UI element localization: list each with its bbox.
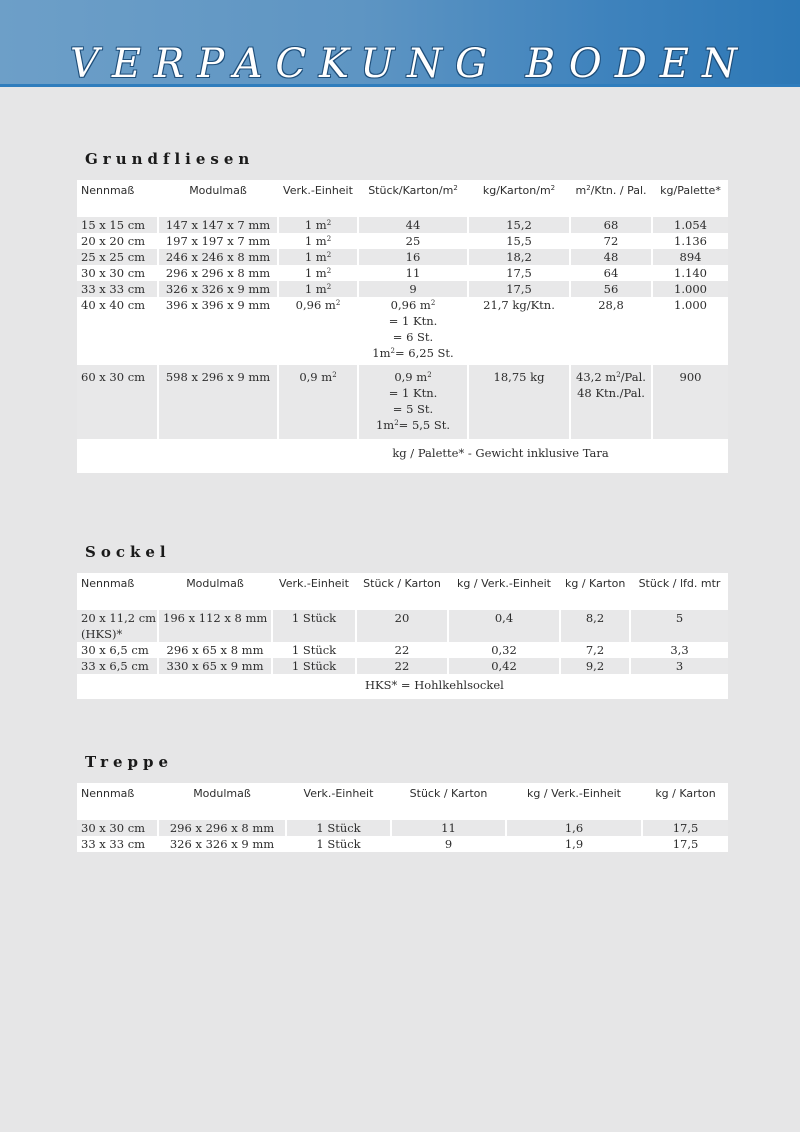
table-cell: 48 [571,249,653,265]
section-heading-treppe: Treppe [85,753,174,771]
table-cell: 147 x 147 x 7 mm [159,217,279,233]
table-row [77,836,728,852]
table-cell: 30 x 30 cm [77,265,159,281]
table-cell: 25 x 25 cm [77,249,159,265]
table-cell: 894 [653,249,728,265]
column-header: Stück/$Karton/m^2$ [359,180,469,217]
table-cell: 18,2 [469,249,571,265]
table-row [77,281,728,297]
table-cell: 17,5 [643,836,728,852]
table-cell: 17,5 [643,820,728,836]
table-cell: 33 x 33 cm [77,281,159,297]
table-cell: 1 $m^2$ [279,217,359,233]
grundfliesen-table [77,180,728,473]
table-cell: 64 [571,265,653,281]
table-cell: 3,3 [631,642,728,658]
column-header: kg / Verk.-Einheit [507,783,643,820]
table-cell: 20 [357,610,449,642]
table-cell: 5 [631,610,728,642]
column-header: Nennmaß [77,180,159,217]
table-cell: 1 Stück [273,642,357,658]
section-heading-sockel: Sockel [85,543,171,561]
column-header: Nennmaß [77,573,159,610]
table-row [77,365,728,439]
table-cell: 900 [653,365,728,439]
table-cell: 1 $m^2$ [279,249,359,265]
section-heading-grundfliesen: Grundfliesen [85,150,255,168]
table-row [77,217,728,233]
table-cell: 1 Stück [287,836,392,852]
cell-line: = 6 St. [392,330,434,344]
footnote: kg / Palette* - Gewicht inklusive Tara [77,439,728,473]
table-row [77,658,728,674]
table-cell: 1 Stück [287,820,392,836]
table-cell: 326 x 326 x 9 mm [159,836,287,852]
table-cell: 1 Stück [273,658,357,674]
column-header: Nennmaß [77,783,159,820]
cell-line: 48 Ktn./Pal. [577,386,645,400]
table-row [77,265,728,281]
cell-line: $1m^2= 6,25$ St. [372,346,454,360]
cell-line: 43,2 $m^2$/Pal. [576,370,646,384]
column-header: Stück / Karton [357,573,449,610]
table-cell [77,610,159,642]
table-cell: 72 [571,233,653,249]
table-cell: 1,9 [507,836,643,852]
table-cell: 11 [392,820,507,836]
cell-line: (HKS)* [81,627,123,641]
table-cell: 330 x 65 x 9 mm [159,658,273,674]
table-cell: 1 $m^2$ [279,281,359,297]
table-cell: 56 [571,281,653,297]
table-cell: 296 x 65 x 8 mm [159,642,273,658]
column-header: Modulmaß [159,573,273,610]
table-cell: 30 x 30 cm [77,820,159,836]
table-cell: 1.054 [653,217,728,233]
table-cell: 197 x 197 x 7 mm [159,233,279,249]
footnote: HKS* = Hohlkehlsockel [357,674,728,699]
table-cell: 1 $m^2$ [279,265,359,281]
column-header: Verk.-Einheit [273,573,357,610]
table-cell: 296 x 296 x 8 mm [159,265,279,281]
cell-line: = 1 Ktn. [388,314,438,328]
table-cell: 9 [359,281,469,297]
column-header: Modulmaß [159,180,279,217]
table-cell: 15 x 15 cm [77,217,159,233]
column-header: Verk.-Einheit [279,180,359,217]
table-cell: 0,32 [449,642,561,658]
table-cell: 60 x 30 cm [77,365,159,439]
table-row [77,297,728,365]
column-header: kg/Palette* [653,180,728,217]
table-cell: 17,5 [469,281,571,297]
table-cell: 9 [392,836,507,852]
table-cell: 8,2 [561,610,631,642]
column-header: Verk.-Einheit [287,783,392,820]
table-cell: 246 x 246 x 8 mm [159,249,279,265]
table-cell: 0,4 [449,610,561,642]
table-footnote-row [77,674,728,699]
column-header: $kg/Karton/m^2$ [469,180,571,217]
column-header: kg / Verk.-Einheit [449,573,561,610]
cell-line: = 5 St. [392,402,434,416]
table-cell: 22 [357,642,449,658]
table-row [77,233,728,249]
column-header: Stück / Karton [392,783,507,820]
table-cell: 396 x 396 x 9 mm [159,297,279,365]
table-cell: 1 Stück [273,610,357,642]
table-cell: 296 x 296 x 8 mm [159,820,287,836]
table-cell: 16 [359,249,469,265]
table-cell: 11 [359,265,469,281]
table-cell: 196 x 112 x 8 mm [159,610,273,642]
table-cell: 18,75 kg [469,365,571,439]
cell-line: = 1 Ktn. [388,386,438,400]
table-cell: 22 [357,658,449,674]
table-row [77,642,728,658]
table-header-row [77,573,728,610]
table-cell: 33 x 6,5 cm [77,658,159,674]
table-cell: 44 [359,217,469,233]
table-cell: 326 x 326 x 9 mm [159,281,279,297]
table-cell: 1.136 [653,233,728,249]
table-header-row [77,783,728,820]
table-cell: 15,5 [469,233,571,249]
table-header-row [77,180,728,217]
table-cell: 7,2 [561,642,631,658]
cell-line: 0,96 $m^2$ [390,298,436,312]
column-header: kg / Karton [561,573,631,610]
table-cell: 28,8 [571,297,653,365]
cell-line: $1m^2= 5,5$ St. [375,418,451,432]
header-banner [0,0,800,87]
table-cell: 40 x 40 cm [77,297,159,365]
table-cell: 598 x 296 x 9 mm [159,365,279,439]
table-cell: 0,42 [449,658,561,674]
table-cell: 1.000 [653,281,728,297]
column-header: Stück / lfd. mtr [631,573,728,610]
table-cell: 1 $m^2$ [279,233,359,249]
table-cell: 20 x 20 cm [77,233,159,249]
table-cell [359,297,469,365]
table-cell: 0,9 $m^2$ [279,365,359,439]
table-row [77,820,728,836]
sockel-table [77,573,728,699]
cell-line: 0,9 $m^2$ [394,370,432,384]
table-footnote-row [77,439,728,473]
table-cell: 30 x 6,5 cm [77,642,159,658]
table-cell: 33 x 33 cm [77,836,159,852]
table-cell: 0,96 $m^2$ [279,297,359,365]
table-cell: 21,7 kg/Ktn. [469,297,571,365]
column-header: $m^2$/Ktn. / Pal. [571,180,653,217]
table-row [77,249,728,265]
column-header: Modulmaß [159,783,287,820]
table-cell: 68 [571,217,653,233]
table-cell: 15,2 [469,217,571,233]
column-header: kg / Karton [643,783,728,820]
table-cell: 1.000 [653,297,728,365]
table-row [77,610,728,642]
page-title: VERPACKUNG BODEN [70,41,750,87]
table-cell: 17,5 [469,265,571,281]
table-cell: 25 [359,233,469,249]
table-cell: 1.140 [653,265,728,281]
table-cell [571,365,653,439]
table-cell: 9,2 [561,658,631,674]
table-cell [359,365,469,439]
table-cell: 1,6 [507,820,643,836]
table-cell: 3 [631,658,728,674]
treppe-table [77,783,728,852]
cell-line: 20 x 11,2 cm [81,611,157,625]
